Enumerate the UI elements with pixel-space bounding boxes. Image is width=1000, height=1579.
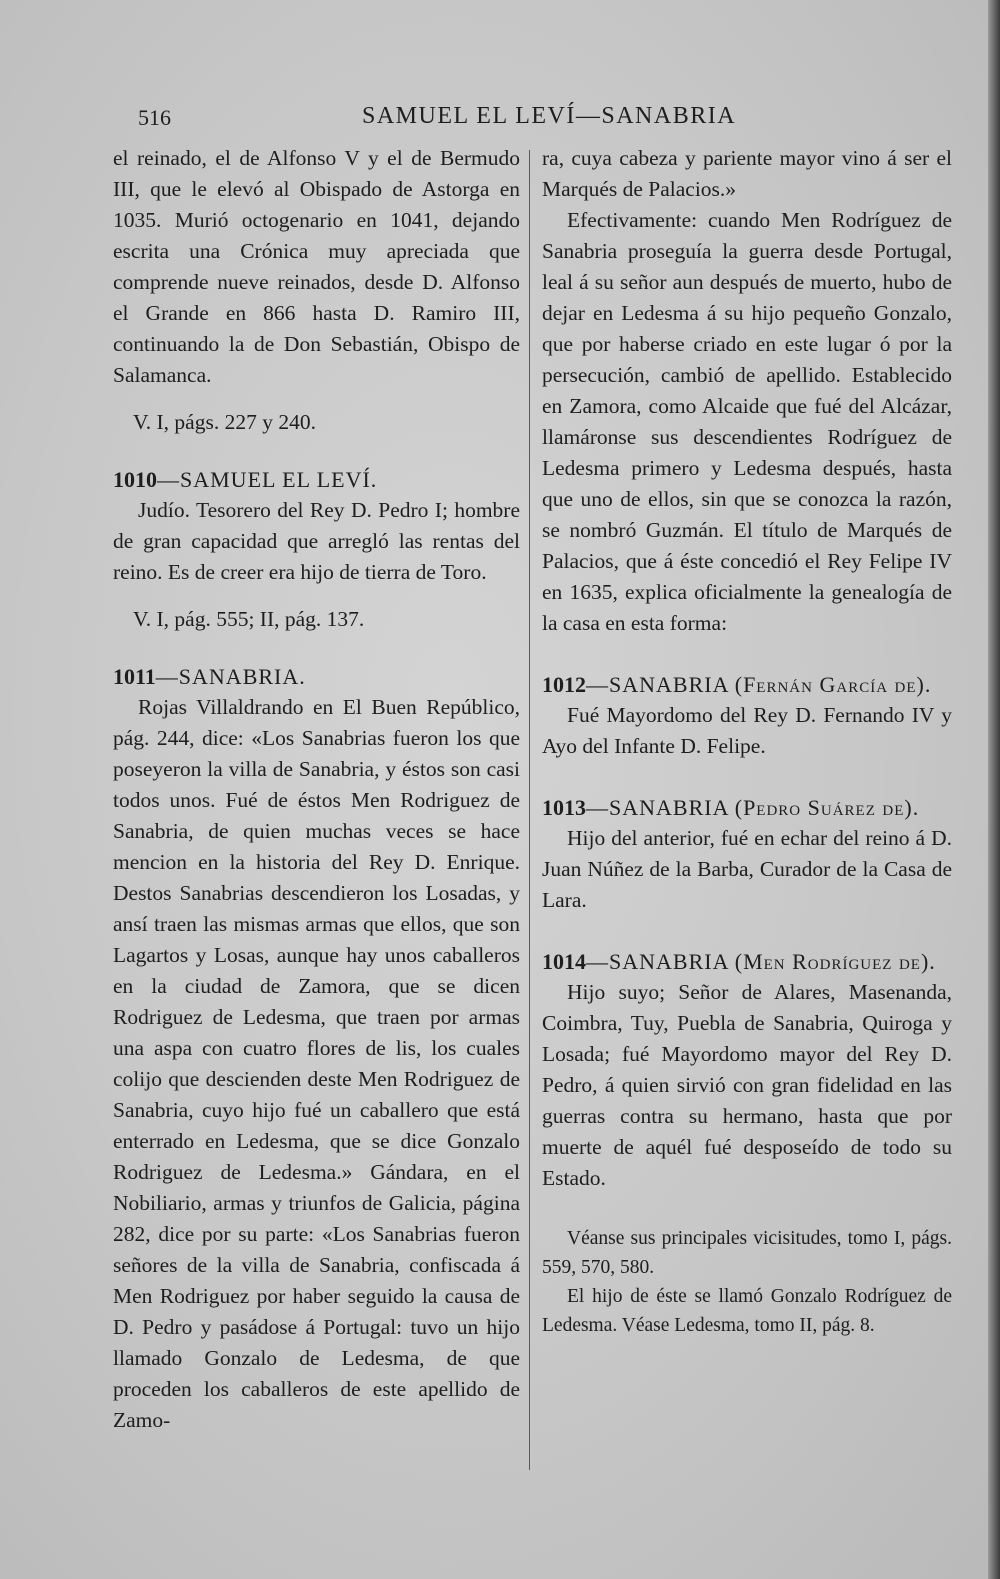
entry-heading-1012 (542, 669, 952, 700)
entry-heading-1010 (113, 464, 520, 495)
entry-heading-1011 (113, 661, 520, 692)
right-column (542, 143, 952, 1340)
column-divider (529, 150, 530, 1470)
entry-heading-1014 (542, 946, 952, 977)
footnote: El hijo de éste se llamó Gonzalo Rodríguez de Ledesma. Véase Ledesma, tomo II, pág. 8. (542, 1286, 952, 1336)
paragraph: el reinado, el de Alfonso V y el de Bermudo III, que le elevó al Obispado de Astorga en 1035. Murió octogenario en 1041, dejando escrita una Crónica muy apreciada que comprende nueve reinados, desde D. Alfonso el Grande en 866 hasta D. Ramiro III, continuando la de Don Sebastián, Obispo de Salamanca. (113, 146, 520, 387)
entry-number: 1011 (113, 664, 156, 689)
page-number: 516 (138, 105, 171, 130)
entry-number: 1012 (542, 672, 586, 697)
entry-number: 1010 (113, 467, 157, 492)
running-head: SAMUEL EL LEVÍ—SANABRIA (362, 103, 737, 129)
entry-subtitle: (Fernán García de). (734, 672, 932, 697)
entry-heading-1013 (542, 792, 952, 823)
entry-text: Fué Mayordomo del Rey D. Fernando IV y Ayo del Infante D. Felipe. (542, 703, 952, 758)
entry-text: Hijo suyo; Señor de Alares, Masenanda, Coimbra, Tuy, Puebla de Sanabria, Quiroga y Losada; fué Mayordomo mayor del Rey D. Pedro, á quien sirvió con gran fidelidad en las guerras contra su hermano, hasta que por muerte de aquél fué desposeído de todo su Estado. (542, 980, 952, 1190)
left-column (113, 143, 520, 1436)
volume-reference: V. I, págs. 227 y 240. (133, 410, 316, 434)
entry-number: 1013 (542, 795, 586, 820)
entry-subtitle: (Men Rodríguez de). (734, 949, 936, 974)
paragraph: Efectivamente: cuando Men Rodríguez de Sanabria proseguía la guerra desde Portugal, leal á su señor aun después de muerto, hubo de dejar en Ledesma á su hijo pequeño Gonzalo, que por haberse criado en este lugar ó por la persecución, cambió de apellido. Establecido en Zamora, como Alcaide que fué del Alcázar, llamáronse sus descendientes Rodríguez de Ledesma primero y Ledesma después, hasta que uno de ellos, sin que se conozca la razón, se nombró Guzmán. El título de Marqués de Palacios, que á éste concedió el Rey Felipe IV en 1635, explica oficialmente la genealogía de la casa en esta forma: (542, 208, 952, 635)
entry-text: Hijo del anterior, fué en echar del reino á D. Juan Núñez de la Barba, Curador de la Casa de Lara. (542, 826, 952, 912)
entry-title: —SANABRIA (586, 672, 729, 697)
entry-subtitle: (Pedro Suárez de). (734, 795, 920, 820)
entry-number: 1014 (542, 949, 586, 974)
entry-text: Judío. Tesorero del Rey D. Pedro I; hombre de gran capacidad que arregló las rentas del reino. Es de creer era hijo de tierra de Toro. (113, 498, 520, 584)
entry-title: —SANABRIA (586, 949, 729, 974)
entry-title: —SAMUEL EL LEVÍ. (157, 467, 378, 492)
entry-title: —SANABRIA. (155, 664, 306, 689)
entry-title: —SANABRIA (586, 795, 729, 820)
paragraph: ra, cuya cabeza y pariente mayor vino á ser el Marqués de Palacios.» (542, 146, 952, 201)
entry-text: Rojas Villaldrando en El Buen Repúblico, pág. 244, dice: «Los Sanabrias fueron los que poseyeron la villa de Sanabria, y éstos son casi todos unos. Fué de éstos Men Rodriguez de Sanabria, de quien muchas veces se hace mencion en la historia del Rey D. Enrique. Destos Sanabrias descendieron los Losadas, y ansí traen las mismas armas que ellos, que son Lagartos y Losas, aunque hay unos caballeros en la ciudad de Zamora, que se dicen Rodriguez de Ledesma, que traen por armas una aspa con cuatro flores de lis, los cuales colijo que descienden deste Men Rodriguez de Sanabria, cuyo hijo fué un caballero que está enterrado en Ledesma, que se dice Gonzalo Rodriguez de Ledesma.» Gándara, en el Nobiliario, armas y triunfos de Galicia, página 282, dice por su parte: «Los Sanabrias fueron señores de la villa de Sanabria, confiscada á Men Rodriguez por haber seguido la causa de D. Pedro y pasádose á Portugal: tuvo un hijo llamado Gonzalo de Ledesma, de que proceden los caballeros de este apellido de Zamo- (113, 695, 520, 1432)
page-edge-shadow (988, 0, 1000, 1579)
volume-reference: V. I, pág. 555; II, pág. 137. (133, 607, 365, 631)
footnote: Véanse sus principales vicisitudes, tomo I, págs. 559, 570, 580. (542, 1228, 952, 1278)
page-header (0, 103, 1000, 137)
